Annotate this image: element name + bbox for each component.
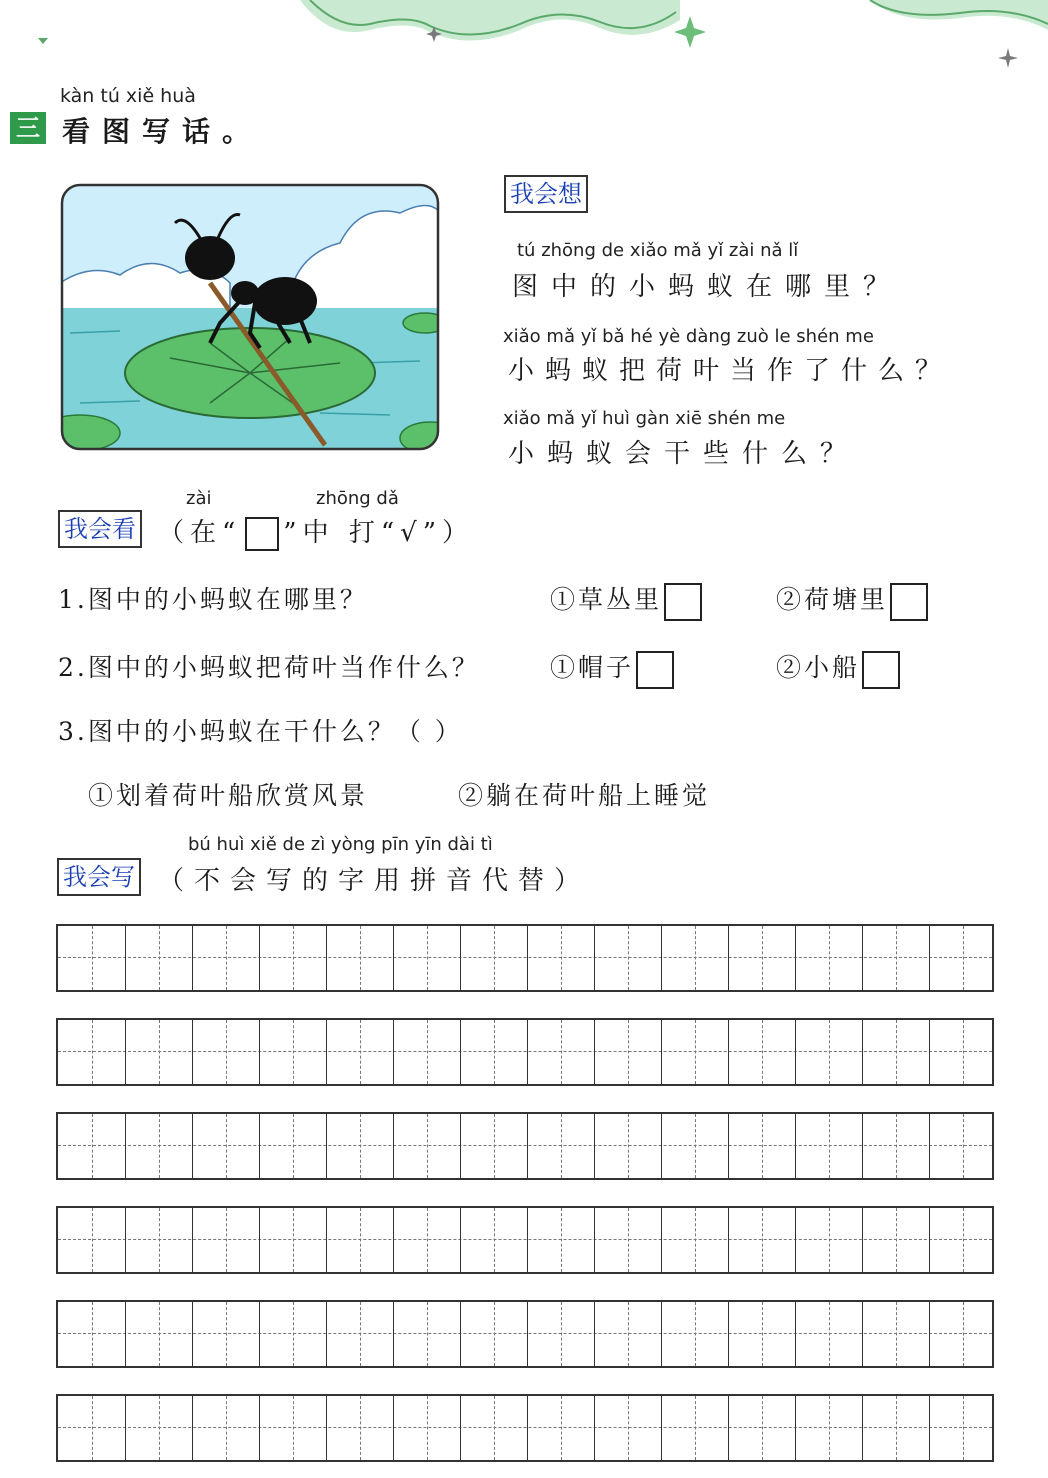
- grid-cell-border: [661, 1396, 662, 1460]
- write-section-tag: 我会写: [57, 858, 141, 896]
- grid-cell-midline: [628, 926, 629, 990]
- grid-cell-midline: [829, 926, 830, 990]
- look-q1-option2: [776, 580, 928, 621]
- grid-cell-border: [460, 926, 461, 990]
- writing-grid-row[interactable]: [56, 1018, 994, 1086]
- grid-cell-midline: [963, 1020, 964, 1084]
- grid-cell-midline: [762, 1396, 763, 1460]
- grid-cell-border: [795, 1020, 796, 1084]
- grid-cell-border: [259, 926, 260, 990]
- look-q1-option2-checkbox[interactable]: [890, 583, 928, 621]
- grid-cell-border: [728, 1114, 729, 1178]
- look-q2-option1-checkbox[interactable]: [636, 651, 674, 689]
- grid-cell-midline: [360, 1302, 361, 1366]
- grid-cell-border: [393, 1208, 394, 1272]
- title-pinyin: kàn tú xiě huà: [60, 85, 196, 107]
- grid-cell-border: [326, 1114, 327, 1178]
- grid-cell-midline: [427, 1114, 428, 1178]
- grid-cell-border: [527, 1396, 528, 1460]
- grid-cell-midline: [896, 926, 897, 990]
- grid-cell-midline: [159, 1020, 160, 1084]
- grid-cell-border: [326, 1020, 327, 1084]
- grid-midline: [58, 1145, 992, 1146]
- think-q3-text: 小蚂蚁会干些什么？: [508, 439, 860, 469]
- grid-cell-border: [795, 1302, 796, 1366]
- write-pinyin: bú huì xiě de zì yòng pīn yīn dài tì: [188, 834, 493, 855]
- grid-cell-border: [460, 1020, 461, 1084]
- look-q3-option1: ①划着荷叶船欣赏风景: [88, 781, 369, 810]
- think-q1-text: 图中的小蚂蚁在哪里？: [512, 272, 903, 302]
- grid-cell-midline: [360, 926, 361, 990]
- grid-cell-border: [259, 1020, 260, 1084]
- grid-cell-midline: [963, 1208, 964, 1272]
- grid-cell-midline: [628, 1302, 629, 1366]
- think-q3-pinyin: xiǎo mǎ yǐ huì gàn xiē shén me: [503, 408, 786, 429]
- grid-cell-border: [795, 926, 796, 990]
- section-number-badge: 三: [10, 112, 46, 144]
- grid-cell-midline: [829, 1302, 830, 1366]
- grid-cell-border: [929, 1396, 930, 1460]
- grid-cell-midline: [963, 1114, 964, 1178]
- grid-cell-midline: [628, 1208, 629, 1272]
- write-instruction: （不会写的字用拼音代替）: [158, 866, 591, 896]
- grid-cell-border: [594, 1302, 595, 1366]
- grid-cell-border: [192, 1020, 193, 1084]
- look-q3-text: 3.图中的小蚂蚁在干什么？（ ）: [58, 717, 463, 746]
- grid-cell-midline: [226, 926, 227, 990]
- grid-cell-border: [393, 1396, 394, 1460]
- grid-cell-border: [594, 1396, 595, 1460]
- grid-cell-midline: [92, 1208, 93, 1272]
- grid-cell-border: [125, 1020, 126, 1084]
- grid-cell-midline: [92, 1020, 93, 1084]
- look-section-tag: 我会看: [58, 510, 142, 548]
- grid-cell-midline: [963, 926, 964, 990]
- grid-midline: [58, 1051, 992, 1052]
- grid-cell-border: [326, 1208, 327, 1272]
- look-pinyin-zhongda: zhōng dǎ: [316, 488, 399, 509]
- grid-cell-border: [661, 1302, 662, 1366]
- grid-cell-border: [594, 1020, 595, 1084]
- grid-cell-midline: [159, 1114, 160, 1178]
- grid-cell-border: [728, 1208, 729, 1272]
- grid-cell-border: [326, 1396, 327, 1460]
- grid-cell-midline: [360, 1020, 361, 1084]
- grid-cell-midline: [293, 1396, 294, 1460]
- grid-cell-border: [527, 1208, 528, 1272]
- grid-cell-border: [192, 1396, 193, 1460]
- grid-cell-border: [527, 1302, 528, 1366]
- grid-cell-midline: [427, 1302, 428, 1366]
- grid-cell-border: [125, 1396, 126, 1460]
- writing-grid-row[interactable]: [56, 1112, 994, 1180]
- grid-cell-border: [862, 926, 863, 990]
- grid-cell-midline: [92, 1396, 93, 1460]
- think-q1-pinyin: tú zhōng de xiǎo mǎ yǐ zài nǎ lǐ: [517, 240, 799, 261]
- grid-cell-midline: [963, 1396, 964, 1460]
- grid-cell-border: [661, 1020, 662, 1084]
- grid-cell-border: [728, 926, 729, 990]
- look-q2-option2-checkbox[interactable]: [862, 651, 900, 689]
- grid-cell-midline: [695, 1114, 696, 1178]
- grid-cell-midline: [829, 1114, 830, 1178]
- grid-cell-midline: [226, 1208, 227, 1272]
- grid-cell-border: [795, 1208, 796, 1272]
- look-q2-option2-label: ②小船: [776, 653, 861, 682]
- grid-midline: [58, 957, 992, 958]
- grid-cell-midline: [494, 1114, 495, 1178]
- grid-cell-border: [259, 1208, 260, 1272]
- grid-cell-border: [125, 1208, 126, 1272]
- grid-cell-border: [661, 926, 662, 990]
- grid-cell-midline: [829, 1020, 830, 1084]
- grid-cell-border: [929, 1302, 930, 1366]
- grid-cell-border: [862, 1302, 863, 1366]
- look-pinyin-zai: zài: [186, 488, 212, 509]
- grid-cell-border: [929, 926, 930, 990]
- grid-cell-midline: [829, 1208, 830, 1272]
- grid-cell-border: [527, 1114, 528, 1178]
- grid-cell-border: [862, 1396, 863, 1460]
- grid-cell-midline: [226, 1396, 227, 1460]
- grid-cell-midline: [762, 1020, 763, 1084]
- grid-cell-midline: [159, 1208, 160, 1272]
- grid-cell-midline: [427, 926, 428, 990]
- sample-checkbox-icon: [245, 517, 279, 551]
- grid-cell-midline: [695, 1020, 696, 1084]
- look-instruction-close: ”中 打“√”）: [283, 518, 475, 548]
- grid-cell-midline: [762, 926, 763, 990]
- grid-cell-midline: [561, 1396, 562, 1460]
- grid-cell-border: [460, 1208, 461, 1272]
- look-q2-option2: [776, 648, 900, 689]
- grid-cell-midline: [159, 1396, 160, 1460]
- grid-cell-border: [192, 1114, 193, 1178]
- think-q2-text: 小蚂蚁把荷叶当作了什么？: [508, 356, 953, 386]
- grid-cell-border: [594, 1114, 595, 1178]
- grid-cell-border: [929, 1020, 930, 1084]
- grid-cell-border: [795, 1114, 796, 1178]
- grid-cell-midline: [494, 1208, 495, 1272]
- grid-cell-midline: [561, 926, 562, 990]
- grid-cell-midline: [829, 1396, 830, 1460]
- grid-cell-midline: [427, 1020, 428, 1084]
- grid-cell-border: [862, 1208, 863, 1272]
- grid-cell-midline: [561, 1302, 562, 1366]
- grid-cell-midline: [896, 1114, 897, 1178]
- grid-cell-border: [259, 1396, 260, 1460]
- grid-cell-midline: [293, 1302, 294, 1366]
- grid-cell-border: [393, 926, 394, 990]
- grid-cell-midline: [494, 1020, 495, 1084]
- grid-cell-midline: [226, 1020, 227, 1084]
- grid-cell-midline: [360, 1208, 361, 1272]
- grid-cell-border: [326, 1302, 327, 1366]
- grid-cell-midline: [561, 1020, 562, 1084]
- grid-cell-border: [862, 1020, 863, 1084]
- grid-midline: [58, 1333, 992, 1334]
- look-q2-option1: [550, 648, 674, 689]
- grid-cell-midline: [963, 1302, 964, 1366]
- grid-cell-midline: [896, 1396, 897, 1460]
- grid-cell-border: [929, 1114, 930, 1178]
- grid-cell-midline: [360, 1396, 361, 1460]
- grid-cell-midline: [628, 1020, 629, 1084]
- grid-cell-midline: [695, 1396, 696, 1460]
- grid-cell-border: [862, 1114, 863, 1178]
- grid-cell-midline: [92, 1114, 93, 1178]
- grid-cell-midline: [896, 1208, 897, 1272]
- grid-cell-border: [661, 1114, 662, 1178]
- grid-cell-midline: [293, 926, 294, 990]
- look-q1-option1-label: ①草丛里: [550, 585, 663, 614]
- grid-cell-midline: [293, 1208, 294, 1272]
- grid-cell-border: [192, 1208, 193, 1272]
- grid-cell-border: [728, 1020, 729, 1084]
- grid-cell-midline: [762, 1114, 763, 1178]
- writing-grid-row[interactable]: [56, 1300, 994, 1368]
- grid-cell-border: [125, 1114, 126, 1178]
- grid-cell-border: [393, 1114, 394, 1178]
- grid-cell-midline: [494, 1396, 495, 1460]
- look-q1-option1-checkbox[interactable]: [664, 583, 702, 621]
- grid-cell-midline: [695, 1302, 696, 1366]
- grid-cell-midline: [226, 1114, 227, 1178]
- grid-cell-border: [125, 1302, 126, 1366]
- grid-cell-border: [326, 926, 327, 990]
- grid-cell-midline: [226, 1302, 227, 1366]
- grid-cell-border: [460, 1114, 461, 1178]
- grid-cell-midline: [494, 1302, 495, 1366]
- grid-midline: [58, 1427, 992, 1428]
- grid-cell-border: [527, 926, 528, 990]
- grid-cell-midline: [762, 1302, 763, 1366]
- grid-cell-midline: [92, 1302, 93, 1366]
- writing-grid-row[interactable]: [56, 1394, 994, 1462]
- grid-cell-midline: [561, 1114, 562, 1178]
- grid-cell-midline: [628, 1114, 629, 1178]
- grid-cell-border: [929, 1208, 930, 1272]
- grid-cell-midline: [159, 1302, 160, 1366]
- grid-cell-midline: [159, 926, 160, 990]
- grid-cell-midline: [293, 1020, 294, 1084]
- grid-cell-border: [594, 1208, 595, 1272]
- grid-cell-border: [527, 1020, 528, 1084]
- grid-cell-midline: [896, 1020, 897, 1084]
- look-instruction-open: （在“: [158, 518, 242, 548]
- think-section-tag: 我会想: [504, 175, 588, 213]
- look-q3-option2: ②躺在荷叶船上睡觉: [458, 781, 711, 810]
- grid-cell-midline: [92, 926, 93, 990]
- look-q1-option2-label: ②荷塘里: [776, 585, 889, 614]
- grid-cell-midline: [561, 1208, 562, 1272]
- grid-cell-midline: [896, 1302, 897, 1366]
- section-title: 看图写话。: [62, 115, 263, 148]
- grid-cell-border: [192, 1302, 193, 1366]
- grid-cell-midline: [494, 926, 495, 990]
- grid-cell-border: [125, 926, 126, 990]
- grid-cell-midline: [427, 1396, 428, 1460]
- grid-cell-border: [594, 926, 595, 990]
- grid-cell-midline: [427, 1208, 428, 1272]
- header-decoration: [0, 0, 1048, 80]
- writing-grid-row[interactable]: [56, 1206, 994, 1274]
- look-q1-option1: [550, 580, 702, 621]
- grid-cell-border: [795, 1396, 796, 1460]
- grid-cell-border: [728, 1396, 729, 1460]
- look-q2-text: 2.图中的小蚂蚁把荷叶当作什么？: [58, 653, 480, 682]
- grid-midline: [58, 1239, 992, 1240]
- grid-cell-midline: [762, 1208, 763, 1272]
- ant-on-lotus-leaf-illustration: [60, 183, 440, 451]
- grid-cell-midline: [293, 1114, 294, 1178]
- writing-grid-row[interactable]: [56, 924, 994, 992]
- grid-cell-border: [393, 1302, 394, 1366]
- grid-cell-border: [460, 1302, 461, 1366]
- grid-cell-border: [259, 1114, 260, 1178]
- grid-cell-border: [728, 1302, 729, 1366]
- grid-cell-midline: [695, 1208, 696, 1272]
- grid-cell-midline: [628, 1396, 629, 1460]
- look-instruction: [158, 512, 474, 551]
- grid-cell-midline: [695, 926, 696, 990]
- grid-cell-border: [661, 1208, 662, 1272]
- look-q1-text: 1.图中的小蚂蚁在哪里？: [58, 585, 368, 614]
- think-q2-pinyin: xiǎo mǎ yǐ bǎ hé yè dàng zuò le shén me: [503, 326, 874, 347]
- look-q2-option1-label: ①帽子: [550, 653, 635, 682]
- grid-cell-border: [460, 1396, 461, 1460]
- grid-cell-border: [192, 926, 193, 990]
- grid-cell-border: [259, 1302, 260, 1366]
- grid-cell-border: [393, 1020, 394, 1084]
- grid-cell-midline: [360, 1114, 361, 1178]
